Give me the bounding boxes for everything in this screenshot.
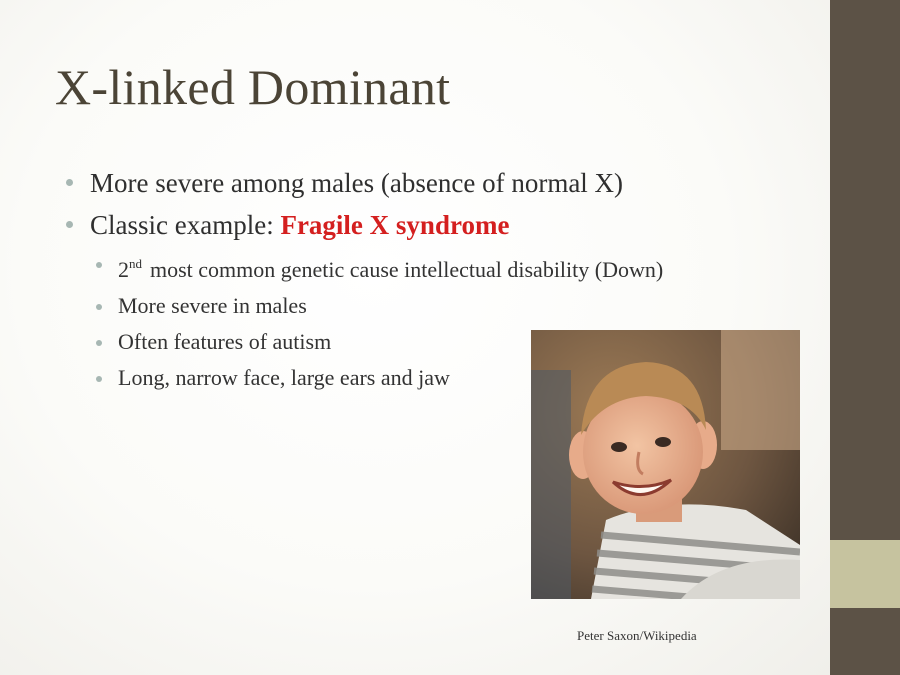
sub-bullet-item	[96, 292, 796, 320]
highlight-text: Fragile X syndrome	[280, 210, 510, 240]
ordinal-suffix: nd	[129, 256, 142, 271]
photo-illustration	[531, 330, 800, 599]
bullet-text: Classic example:	[90, 210, 281, 240]
sub-bullet-item	[96, 250, 796, 284]
bullet-text: More severe among males (absence of normal X)	[90, 168, 624, 198]
bullet-list	[66, 166, 806, 250]
sidebar-accent-block	[830, 540, 900, 608]
sub-bullet-text: Long, narrow face, large ears and jaw	[118, 365, 450, 390]
ordinal-number: 2	[118, 257, 129, 282]
photo-credit: Peter Saxon/Wikipedia	[577, 628, 697, 643]
smiling-boy-photo	[531, 330, 800, 599]
slide-title: X-linked Dominant	[55, 59, 451, 115]
bullet-item	[66, 166, 806, 200]
sub-bullet-text: most common genetic cause intellectual disability (Down)	[150, 257, 664, 282]
sub-bullet-text: More severe in males	[118, 293, 307, 318]
sub-bullet-text: Often features of autism	[118, 329, 332, 354]
bullet-item	[66, 208, 806, 242]
